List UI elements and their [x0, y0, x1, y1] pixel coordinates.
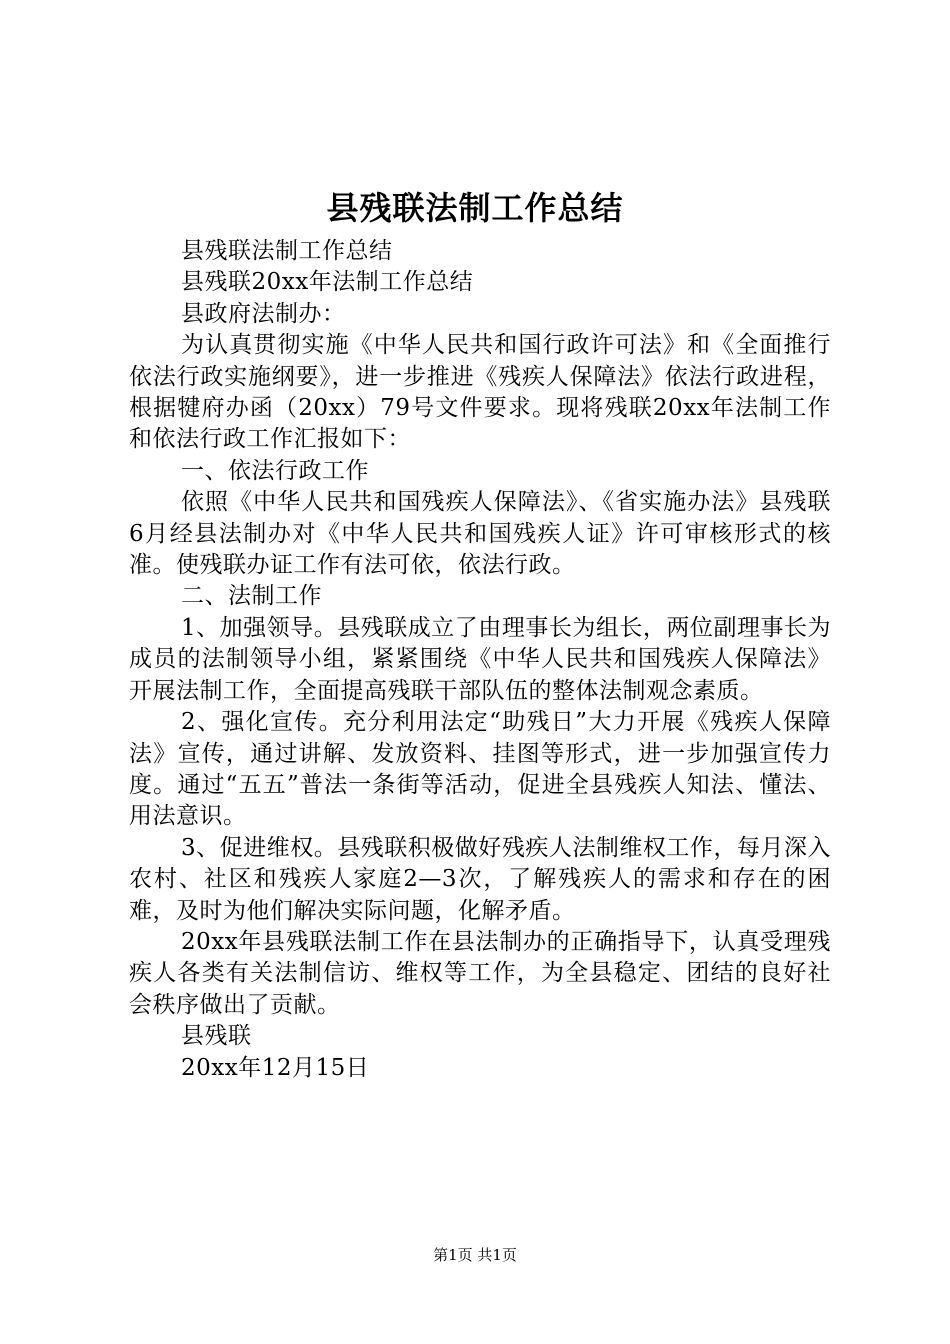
section-heading-2: 二、法制工作 — [181, 583, 322, 610]
paragraph-item-2: 2、强化宣传。充分利用法定“助残日”大力开展《残疾人保障法》宣传，通过讲解、发放资料、挂图等形式，进一步加强宣传力度。通过“五五”普法一条街等活动，促进全县残疾人知法、懂法、用法意识。 — [129, 709, 831, 830]
signature-date: 20xx年12月15日 — [181, 1054, 370, 1081]
page-footer: 第1页 共1页 — [433, 1246, 517, 1264]
signature-organization: 县残联 — [181, 1023, 252, 1050]
paragraph-section-1: 依照《中华人民共和国残疾人保障法》、《省实施办法》县残联6月经县法制办对《中华人民共和国残疾人证》许可审核形式的核准。使残联办证工作有法可依，依法行政。 — [129, 489, 831, 579]
paragraph-subtitle: 县残联20xx年法制工作总结 — [181, 269, 474, 296]
document-title: 县残联法制工作总结 — [326, 189, 624, 227]
paragraph-heading-repeat: 县残联法制工作总结 — [181, 238, 393, 264]
document-body — [129, 236, 831, 1084]
paragraph-conclusion: 20xx年县残联法制工作在县法制办的正确指导下，认真受理残疾人各类有关法制信访、维权等工作，为全县稳定、团结的良好社会秩序做出了贡献。 — [129, 928, 831, 1018]
paragraph-recipient: 县政府法制办： — [181, 300, 346, 327]
section-heading-1: 一、依法行政工作 — [181, 457, 369, 484]
paragraph-item-3: 3、促进维权。县残联积极做好残疾人法制维权工作，每月深入农村、社区和残疾人家庭2—3次，了解残疾人的需求和存在的困难，及时为他们解决实际问题，化解矛盾。 — [129, 834, 831, 924]
paragraph-intro: 为认真贯彻实施《中华人民共和国行政许可法》和《全面推行依法行政实施纲要》，进一步推进《残疾人保障法》依法行政进程，根据犍府办函（20xx）79号文件要求。现将残联20xx年法制工作和依法行政工作汇报如下： — [129, 332, 831, 453]
paragraph-item-1: 1、加强领导。县残联成立了由理事长为组长，两位副理事长为成员的法制领导小组，紧紧围绕《中华人民共和国残疾人保障法》开展法制工作，全面提高残联干部队伍的整体法制观念素质。 — [129, 614, 831, 704]
